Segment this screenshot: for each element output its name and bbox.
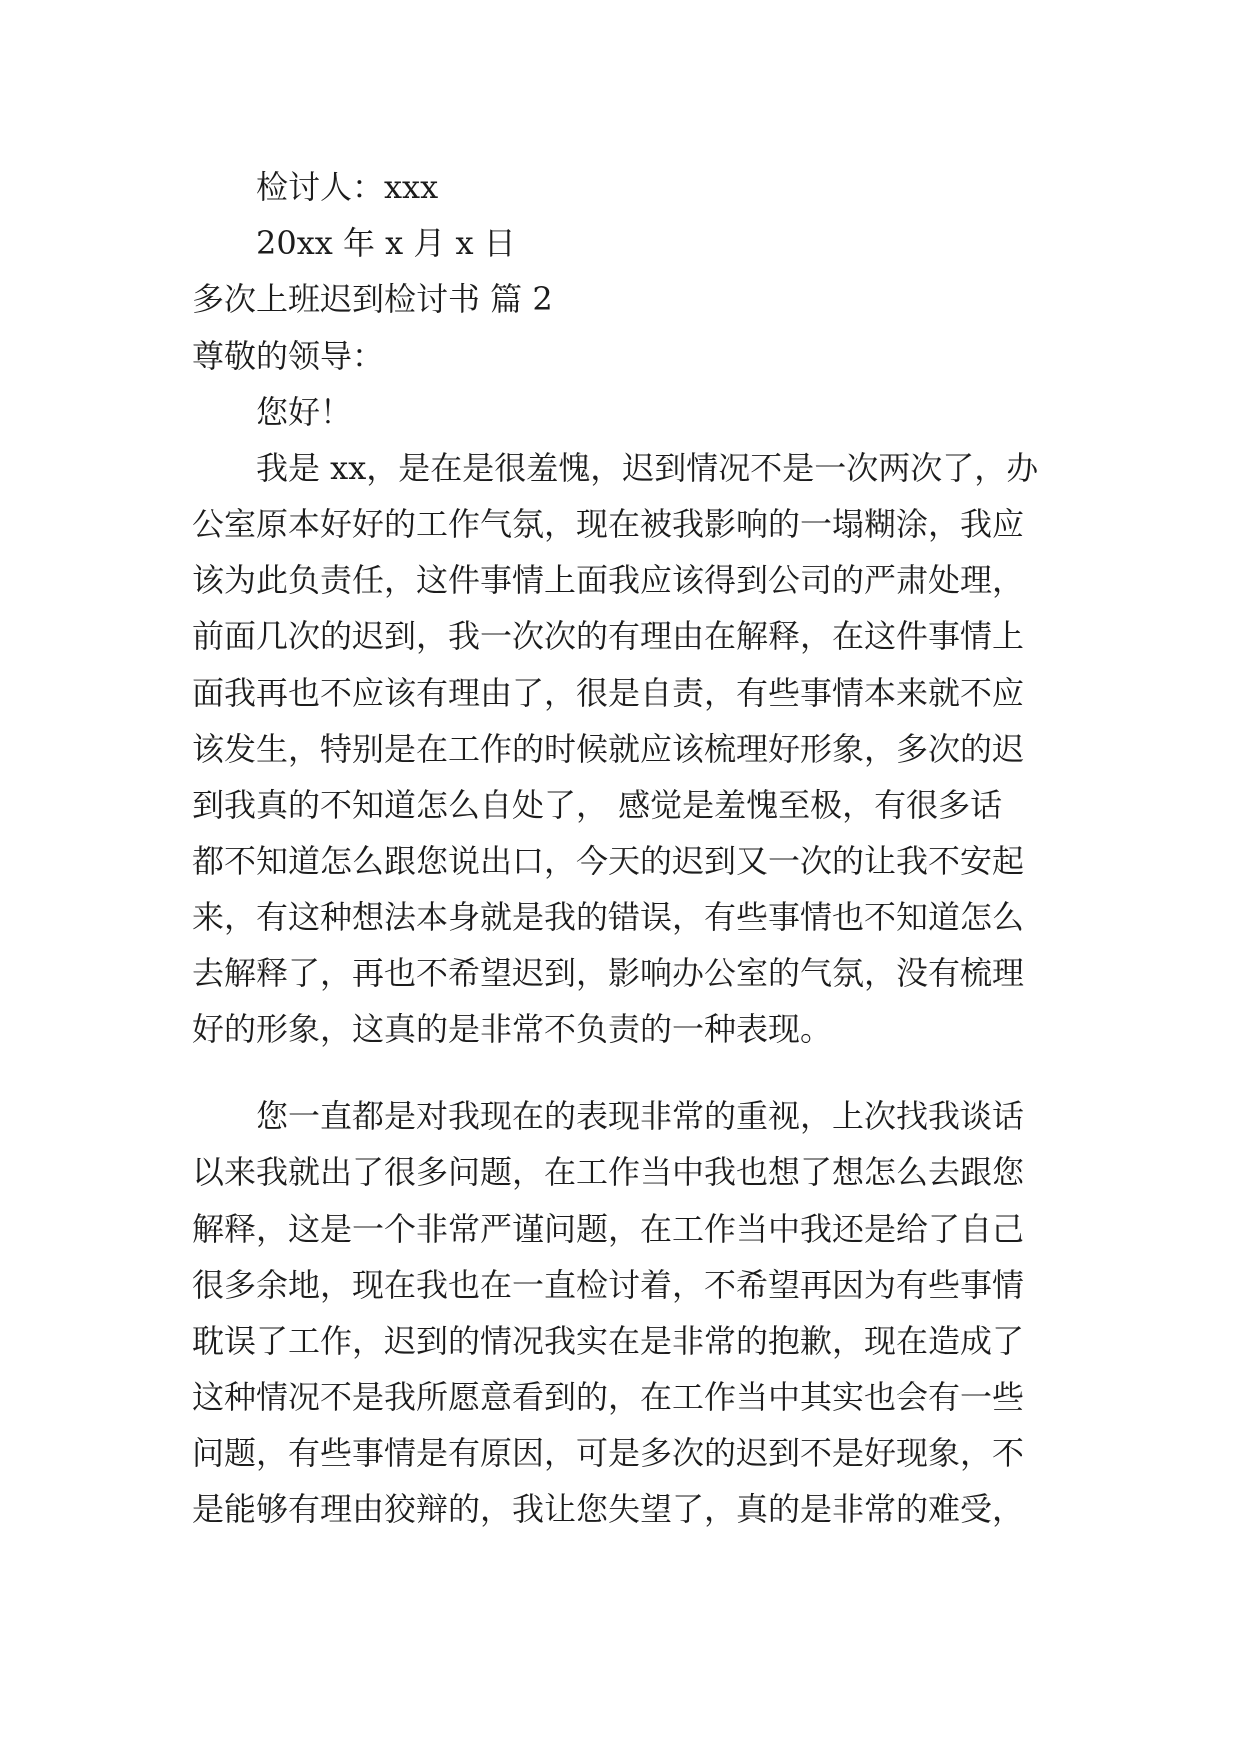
paragraph-1-line: 面我再也不应该有理由了，很是自责，有些事情本来就不应 [192,674,1025,712]
paragraph-2-line: 是能够有理由狡辩的，我让您失望了，真的是非常的难受， [192,1490,1025,1528]
paragraph-2-line: 解释，这是一个非常严谨问题，在工作当中我还是给了自己 [192,1210,1025,1248]
paragraph-1-line: 都不知道怎么跟您说出口，今天的迟到又一次的让我不安起 [192,842,1025,880]
paragraph-1-line: 该为此负责任，这件事情上面我应该得到公司的严肃处理， [192,561,1025,599]
paragraph-1-line: 来，有这种想法本身就是我的错误，有些事情也不知道怎么 [192,898,1025,936]
paragraph-2-line: 耽误了工作，迟到的情况我实在是非常的抱歉，现在造成了 [192,1322,1025,1360]
reviewer-line: 检讨人：xxx [256,168,439,206]
paragraph-2-line: 很多余地，现在我也在一直检讨着，不希望再因为有些事情 [192,1266,1025,1304]
paragraph-1-line: 该发生，特别是在工作的时候就应该梳理好形象，多次的迟 [192,730,1025,768]
paragraph-1-line: 我是 xx，是在是很羞愧，迟到情况不是一次两次了，办 [256,449,1039,487]
paragraph-2-line: 问题，有些事情是有原因，可是多次的迟到不是好现象，不 [192,1434,1025,1472]
greeting: 您好！ [256,393,353,431]
paragraph-2-line: 这种情况不是我所愿意看到的，在工作当中其实也会有一些 [192,1378,1025,1416]
paragraph-1-line: 到我真的不知道怎么自处了， 感觉是羞愧至极，有很多话 [192,786,1003,824]
paragraph-1-line: 公室原本好好的工作气氛，现在被我影响的一塌糊涂，我应 [192,505,1025,543]
salutation: 尊敬的领导： [192,337,385,375]
paragraph-2-line: 您一直都是对我现在的表现非常的重视，上次找我谈话 [256,1097,1025,1135]
date-line: 20xx 年 x 月 x 日 [256,224,516,262]
paragraph-1-line: 去解释了，再也不希望迟到，影响办公室的气氛，没有梳理 [192,954,1025,992]
paragraph-1-line: 前面几次的迟到，我一次次的有理由在解释，在这件事情上 [192,617,1025,655]
paragraph-1-line: 好的形象，这真的是非常不负责的一种表现。 [192,1010,833,1048]
paragraph-2-line: 以来我就出了很多问题，在工作当中我也想了想怎么去跟您 [192,1153,1025,1191]
section-title: 多次上班迟到检讨书 篇 2 [192,280,553,318]
